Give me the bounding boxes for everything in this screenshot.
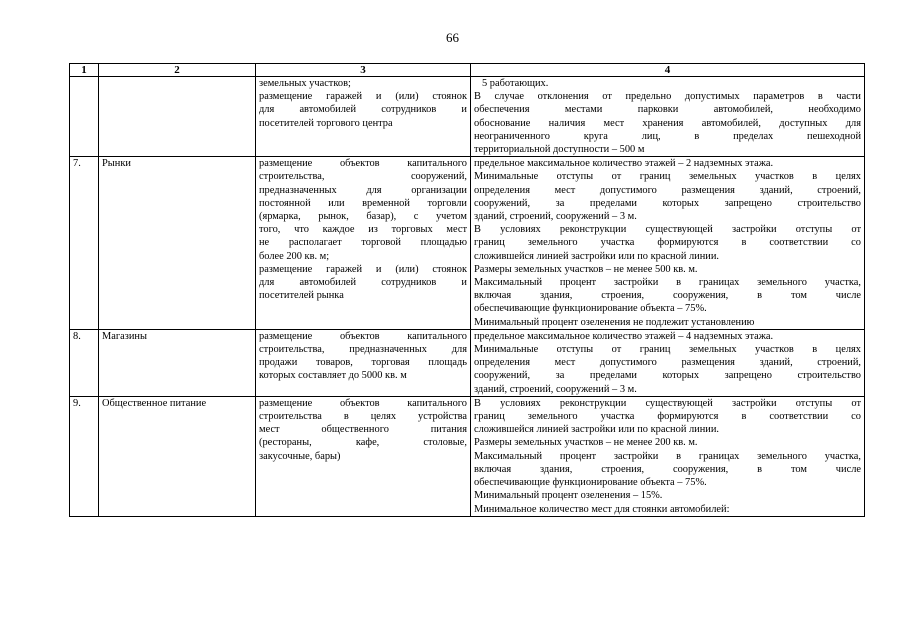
- text-line: закусочные, бары): [259, 450, 341, 462]
- text-line: более 200 кв. м;: [259, 250, 330, 262]
- text-line: неограниченного круга лиц, в пределах пешеходной: [474, 130, 861, 142]
- text-line: земельных участков;: [259, 78, 351, 89]
- use-type-name: Общественное питание: [99, 396, 256, 516]
- text-line: для автомобилей сотрудников и: [259, 277, 467, 289]
- table-row: [70, 157, 865, 330]
- use-description-cell: [256, 157, 471, 330]
- text-line: продажи товаров, торговая площадь: [259, 357, 467, 369]
- text-line: предельное максимальное количество этажей – 2 надземных этажа.: [474, 158, 774, 170]
- table-body: [70, 77, 865, 517]
- use-type-name: [99, 77, 256, 157]
- text-line: Минимальное количество мест для стоянки автомобилей:: [474, 503, 730, 515]
- text-line: обеспечения местами парковки автомобилей, необходимо: [474, 104, 861, 116]
- text-line: которых составляет до 5000 кв. м: [259, 370, 407, 382]
- text-line: границ земельного участка формируются в соответствии со: [474, 411, 861, 423]
- text-line: сооружений, за пределами которых запрещено строительство: [474, 197, 861, 209]
- text-line: не располагает торговой площадью: [259, 237, 467, 249]
- text-line: предельное максимальное количество этажей – 4 надземных этажа.: [474, 330, 774, 342]
- row-number: [70, 77, 99, 157]
- text-line: границ земельного участка формируются в соответствии со: [474, 237, 861, 249]
- text-line: зданий, строений, сооружений – 3 м.: [474, 211, 637, 223]
- text-line: размещение объектов капитального: [259, 397, 467, 409]
- text-line: посетителей торгового центра: [259, 117, 393, 129]
- text-line: 5 работающих.: [482, 78, 549, 89]
- text-line: В условиях реконструкции существующей застройки отступы от: [474, 224, 861, 236]
- parameters-cell: [471, 157, 865, 330]
- use-description-cell: [256, 396, 471, 516]
- text-line: обеспечивающие функционирование объекта – 75%.: [474, 477, 707, 489]
- text-line: (рестораны, кафе, столовые,: [259, 437, 467, 449]
- page-number: 66: [446, 30, 459, 45]
- row-number: 9.: [70, 396, 99, 516]
- use-type-name: Рынки: [99, 157, 256, 330]
- text-line: сооружений, за пределами которых запрещено строительство: [474, 370, 861, 382]
- text-line: Размеры земельных участков – не менее 500 кв. м.: [474, 263, 698, 275]
- table-header-row: [70, 64, 865, 77]
- text-line: посетителей рынка: [259, 290, 344, 302]
- text-line: В случае отклонения от предельно допустимых параметров в части: [474, 91, 861, 103]
- table-row: [70, 77, 865, 157]
- text-line: включая здания, строения, сооружения, в том числе: [474, 290, 861, 302]
- text-line: Минимальный процент озеленения – 15%.: [474, 490, 663, 502]
- text-line: предназначенных для организации: [259, 184, 467, 196]
- use-description-cell: [256, 329, 471, 396]
- text-line: строительства в целях устройства: [259, 411, 467, 423]
- text-line: Минимальные отступы от границ земельных участков в целях: [474, 344, 861, 356]
- text-line: размещение гаражей и (или) стоянок: [259, 263, 467, 275]
- text-line: Максимальный процент застройки в границах земельного участка,: [474, 450, 861, 462]
- text-line: определения мест допустимого размещения зданий, строений,: [474, 357, 861, 369]
- text-line: В условиях реконструкции существующей застройки отступы от: [474, 397, 861, 409]
- text-line: строительства, сооружений,: [259, 171, 467, 183]
- text-line: определения мест допустимого размещения зданий, строений,: [474, 184, 861, 196]
- text-line: зданий, строений, сооружений – 3 м.: [474, 383, 637, 395]
- row-number: 7.: [70, 157, 99, 330]
- text-line: размещение гаражей и (или) стоянок: [259, 91, 467, 103]
- column-header-2: 2: [99, 64, 256, 77]
- column-header-1: 1: [70, 64, 99, 77]
- text-line: строительства, предназначенных для: [259, 344, 467, 356]
- text-line: обоснование наличия мест хранения автомобилей, доступных для: [474, 117, 861, 129]
- text-line: включая здания, строения, сооружения, в том числе: [474, 463, 861, 475]
- table-row: [70, 329, 865, 396]
- use-description-cell: [256, 77, 471, 157]
- text-line: территориальной доступности – 500 м: [474, 144, 645, 156]
- parameters-cell: [471, 396, 865, 516]
- text-line: сложившейся линией застройки или по красной линии.: [474, 424, 719, 436]
- text-line: (ярмарка, рынок, базар), с учетом: [259, 211, 467, 223]
- text-line: размещение объектов капитального: [259, 158, 467, 170]
- text-line: размещение объектов капитального: [259, 330, 467, 342]
- table-row: [70, 396, 865, 516]
- column-header-3: 3: [256, 64, 471, 77]
- text-line: того, что каждое из торговых мест: [259, 224, 467, 236]
- text-line: Минимальный процент озеленения не подлежит установлению: [474, 316, 755, 328]
- parameters-cell: [471, 329, 865, 396]
- text-line: для автомобилей сотрудников и: [259, 104, 467, 116]
- text-line: мест общественного питания: [259, 424, 467, 436]
- column-header-4: 4: [471, 64, 865, 77]
- text-line: Минимальные отступы от границ земельных участков в целях: [474, 171, 861, 183]
- parameters-cell: [471, 77, 865, 157]
- text-line: сложившейся линией застройки или по красной линии.: [474, 250, 719, 262]
- use-type-name: Магазины: [99, 329, 256, 396]
- text-line: Размеры земельных участков – не менее 200 кв. м.: [474, 437, 698, 449]
- text-line: Максимальный процент застройки в границах земельного участка,: [474, 277, 861, 289]
- text-line: постоянной или временной торговли: [259, 197, 467, 209]
- zoning-table: [69, 63, 865, 517]
- row-number: 8.: [70, 329, 99, 396]
- text-line: обеспечивающие функционирование объекта – 75%.: [474, 303, 707, 315]
